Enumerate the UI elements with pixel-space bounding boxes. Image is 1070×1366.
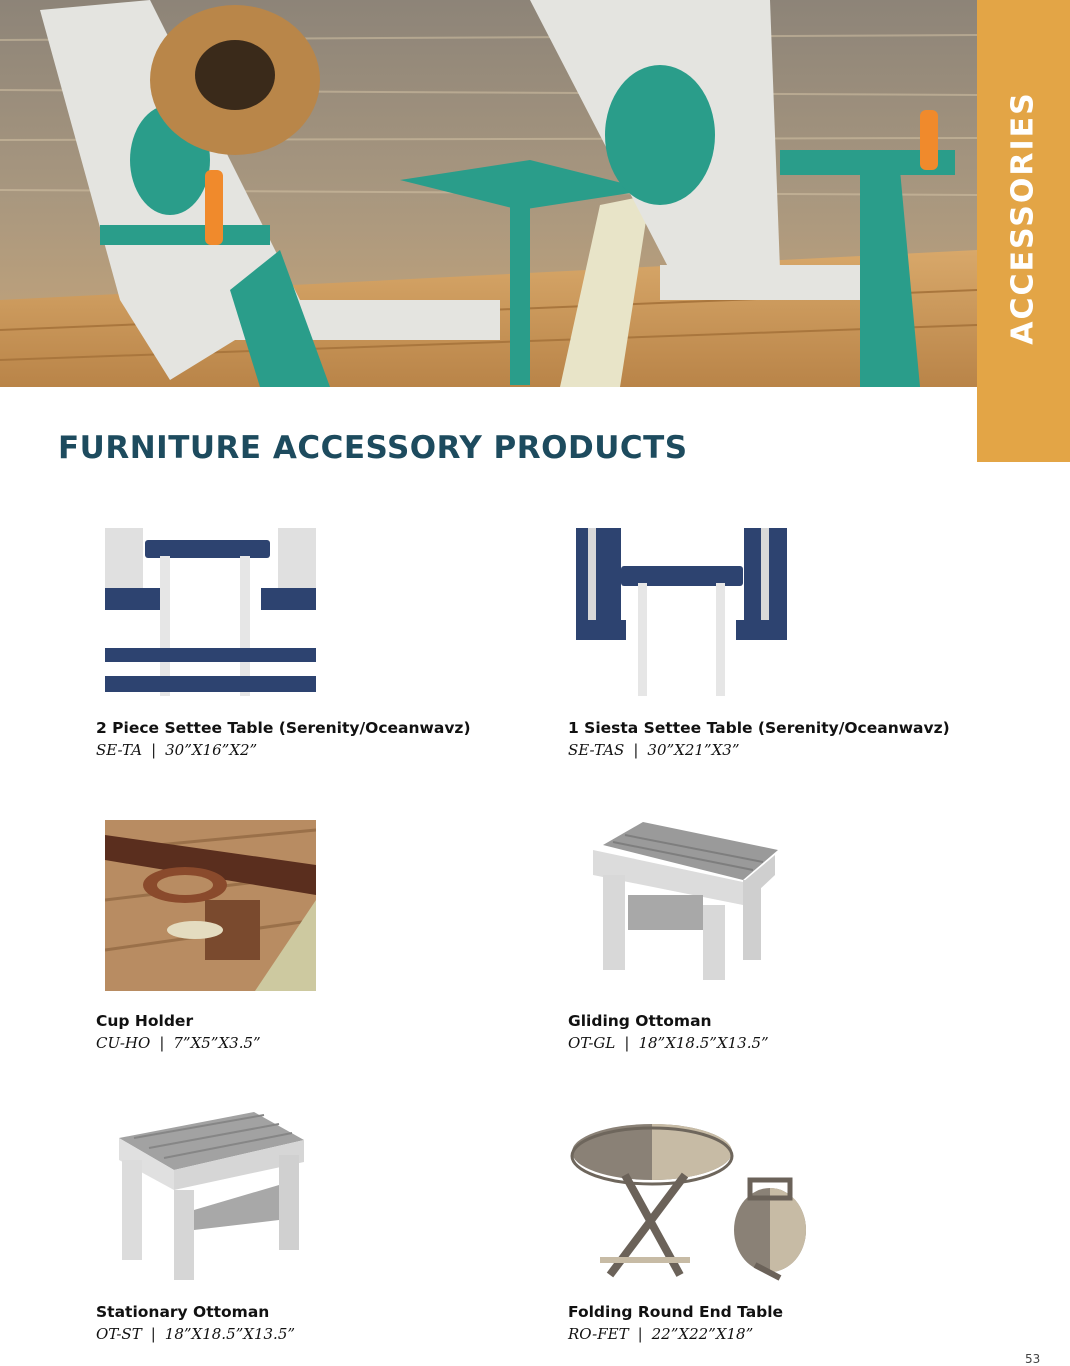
product-name: Stationary Ottoman — [96, 1303, 270, 1321]
product-card — [568, 820, 1008, 1060]
product-spec — [96, 741, 257, 759]
hero-photo — [0, 0, 977, 387]
product-card — [96, 528, 536, 768]
product-card — [568, 528, 1008, 768]
section-tab — [977, 0, 1070, 462]
product-name: Folding Round End Table — [568, 1303, 784, 1321]
product-image — [570, 1110, 815, 1285]
product-name: Gliding Ottoman — [568, 1012, 712, 1030]
product-code: RO-FET — [568, 1325, 629, 1343]
product-code: SE-TAS — [568, 741, 625, 759]
product-code: OT-GL — [568, 1034, 616, 1052]
product-size: 30”X21”X3” — [647, 741, 740, 759]
spec-separator: | — [150, 1325, 156, 1343]
product-code: SE-TA — [96, 741, 143, 759]
product-size: 18”X18.5”X13.5” — [638, 1034, 769, 1052]
page-number: 53 — [1025, 1352, 1041, 1366]
product-image — [583, 820, 778, 980]
product-card — [568, 1110, 1008, 1350]
product-image — [114, 1110, 309, 1285]
product-size: 22”X22”X18” — [651, 1325, 754, 1343]
section-tab-label: ACCESSORIES — [1005, 91, 1041, 345]
spec-separator: | — [637, 1325, 643, 1343]
product-spec — [96, 1034, 261, 1052]
product-spec — [568, 741, 740, 759]
product-size: 30”X16”X2” — [165, 741, 258, 759]
product-spec — [568, 1325, 753, 1343]
product-image — [105, 528, 316, 696]
product-size: 18”X18.5”X13.5” — [164, 1325, 296, 1343]
spec-separator: | — [633, 741, 639, 759]
spec-separator: | — [159, 1034, 165, 1052]
product-size: 7”X5”X3.5” — [173, 1034, 261, 1052]
page-title: FURNITURE ACCESSORY PRODUCTS — [58, 430, 688, 466]
product-name: Cup Holder — [96, 1012, 194, 1030]
product-spec — [96, 1325, 295, 1343]
product-image — [105, 820, 316, 991]
product-code: CU-HO — [96, 1034, 151, 1052]
product-name: 2 Piece Settee Table (Serenity/Oceanwavz) — [96, 719, 471, 737]
spec-separator: | — [151, 741, 157, 759]
product-name: 1 Siesta Settee Table (Serenity/Oceanwavz) — [568, 719, 950, 737]
product-card — [96, 1110, 536, 1350]
product-spec — [568, 1034, 769, 1052]
product-image — [576, 528, 787, 696]
product-code: OT-ST — [96, 1325, 142, 1343]
product-card — [96, 820, 536, 1060]
spec-separator: | — [624, 1034, 630, 1052]
